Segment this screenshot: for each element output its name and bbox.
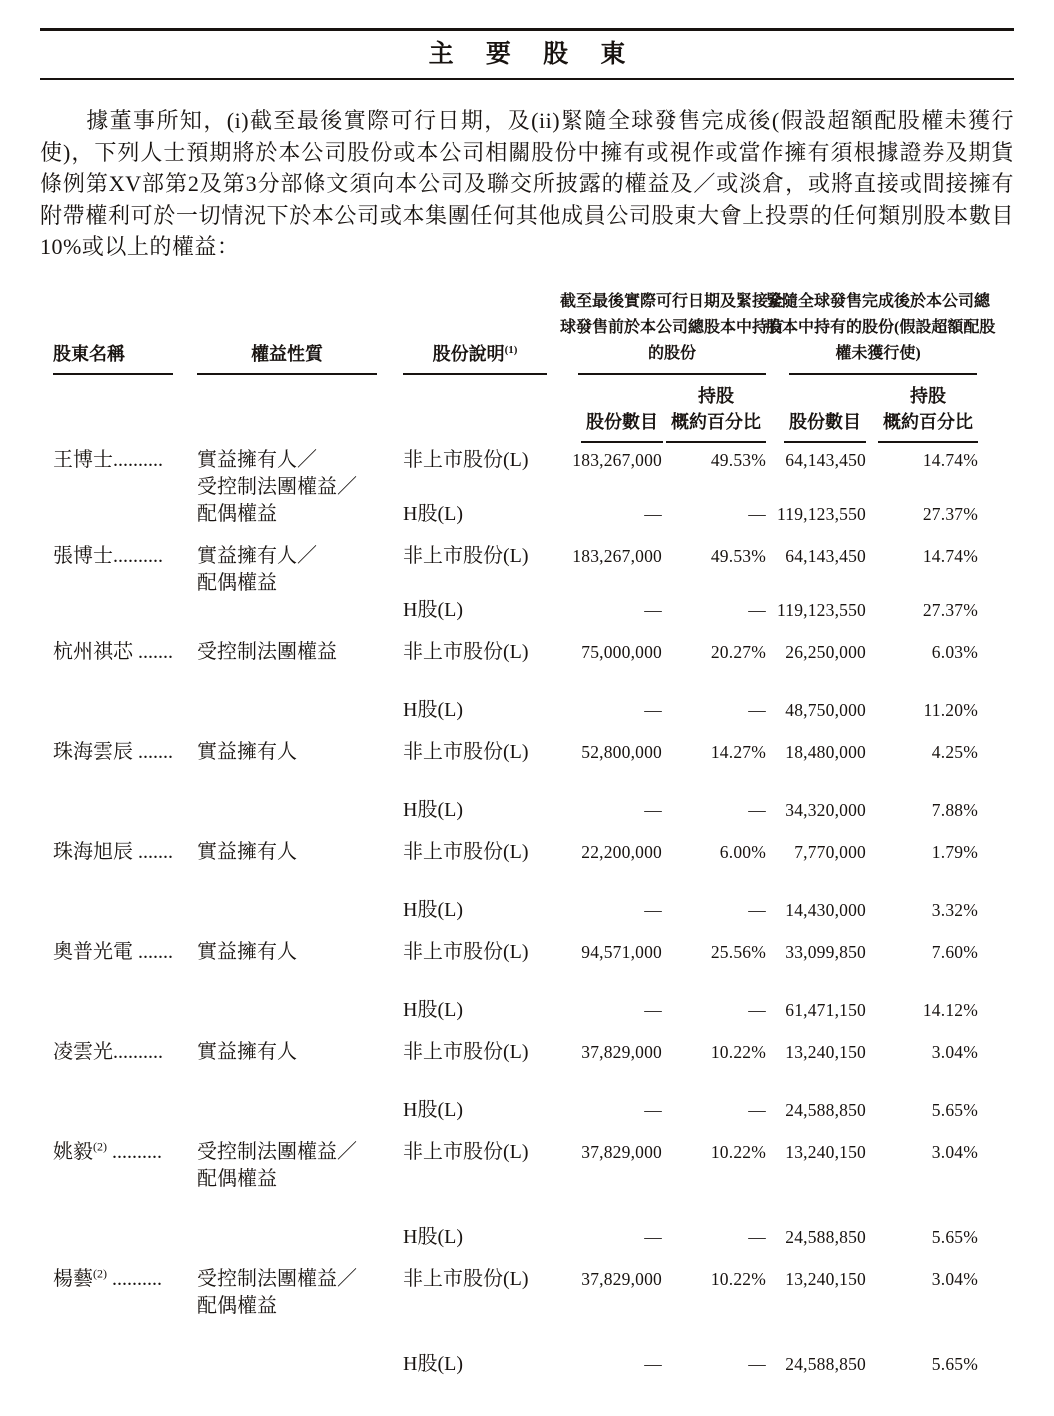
pre-offering-shares-cell: — xyxy=(644,1226,662,1247)
pre-offering-percent-cell: — xyxy=(748,599,766,620)
table-row xyxy=(53,866,978,924)
pre-offering-percent-cell: — xyxy=(748,1226,766,1247)
pre-offering-group-label: 截至最後實際可行日期及緊接全 球發售前於本公司總股本中持有 的股份 xyxy=(560,292,785,362)
header-row-groups xyxy=(53,289,978,375)
post-offering-shares-cell: 7,770,000 xyxy=(794,841,866,862)
post-offering-shares-cell: 13,240,150 xyxy=(785,1141,866,1162)
nature-of-interest-cell: 受控制法團權益 xyxy=(197,640,337,663)
footnote-ref-2: (2) xyxy=(93,1138,107,1153)
nature-of-interest-cell xyxy=(197,1066,390,1124)
share-class-cell: 非上市股份(L) xyxy=(403,1267,529,1290)
page-title: 主 要 股 東 xyxy=(428,41,639,68)
nature-of-interest-cell: 受控制法團權益／ 配偶權益 xyxy=(197,1267,357,1317)
shareholder-name-cell xyxy=(53,1320,197,1378)
pre-offering-percent-cell: 6.00% xyxy=(719,841,766,862)
post-offering-shares-cell: 13,240,150 xyxy=(785,1041,866,1062)
nature-of-interest-cell: 實益擁有人／ 受控制法團權益／ xyxy=(197,448,357,498)
nature-of-interest-cell xyxy=(197,666,390,724)
post-offering-shares-cell: 64,143,450 xyxy=(785,449,866,470)
nature-of-interest-cell: 受控制法團權益／ 配偶權益 xyxy=(197,1140,357,1190)
post-offering-group-label: 緊隨全球發售完成後於本公司總 股本中持有的股份(假設超額配股 權未獲行使) xyxy=(766,292,996,362)
pre-offering-percent-cell: — xyxy=(748,503,766,524)
table-row xyxy=(53,443,978,501)
table-row xyxy=(53,597,978,624)
table-row xyxy=(53,966,978,1024)
pre-offering-percent-cell: 20.27% xyxy=(710,641,766,662)
table-row xyxy=(53,924,978,966)
shareholders-table-body xyxy=(53,443,978,1378)
table-row xyxy=(53,1024,978,1066)
share-class-cell: H股(L) xyxy=(403,1225,463,1248)
share-class-cell: 非上市股份(L) xyxy=(403,544,529,567)
pre-offering-percent-cell: — xyxy=(748,699,766,720)
col-header-post-shares: 股份數目 xyxy=(766,375,866,443)
dot-leader: ....... xyxy=(133,840,173,863)
table-row xyxy=(53,724,978,766)
header-row-subcolumns xyxy=(53,375,978,443)
nature-of-interest-cell: 配偶權益 xyxy=(197,502,277,525)
pre-offering-percent-cell: 10.22% xyxy=(710,1141,766,1162)
post-offering-percent-cell: 7.60% xyxy=(931,941,978,962)
shareholder-name-cell xyxy=(53,501,197,528)
shareholder-name-cell xyxy=(53,866,197,924)
dot-leader: ....... xyxy=(133,740,173,763)
nature-of-interest-cell xyxy=(197,597,390,624)
share-class-cell: 非上市股份(L) xyxy=(403,448,529,471)
pre-offering-shares-cell: 37,829,000 xyxy=(581,1268,662,1289)
shareholder-name-cell xyxy=(53,666,197,724)
pre-offering-shares-cell: 94,571,000 xyxy=(581,941,662,962)
nature-of-interest-cell: 實益擁有人／ 配偶權益 xyxy=(197,544,317,594)
share-class-cell: 非上市股份(L) xyxy=(403,840,529,863)
pre-offering-shares-cell: — xyxy=(644,599,662,620)
share-class-cell: 非上市股份(L) xyxy=(403,1140,529,1163)
post-offering-shares-cell: 64,143,450 xyxy=(785,545,866,566)
share-class-cell: H股(L) xyxy=(403,798,463,821)
share-class-cell: H股(L) xyxy=(403,998,463,1021)
share-class-cell: H股(L) xyxy=(403,598,463,621)
post-offering-percent-cell: 7.88% xyxy=(931,799,978,820)
post-offering-percent-cell: 3.04% xyxy=(931,1268,978,1289)
post-offering-percent-cell: 11.20% xyxy=(923,699,978,720)
post-offering-percent-cell: 1.79% xyxy=(931,841,978,862)
pre-offering-shares-cell: 75,000,000 xyxy=(581,641,662,662)
dot-leader: ....... xyxy=(133,940,173,963)
title-top-rule xyxy=(40,28,1014,31)
shareholder-name-cell: 珠海旭辰 ....... xyxy=(53,840,173,863)
post-offering-shares-cell: 24,588,850 xyxy=(785,1353,866,1374)
dot-leader: .......... xyxy=(113,1040,163,1063)
dot-leader: ....... xyxy=(133,640,173,663)
pre-offering-percent-cell: — xyxy=(748,899,766,920)
shareholder-name-cell: 張博士.......... xyxy=(53,544,163,567)
post-offering-percent-cell: 3.04% xyxy=(931,1041,978,1062)
table-row xyxy=(53,1193,978,1251)
col-header-pre-percent: 持股 概約百分比 xyxy=(665,375,766,443)
post-offering-percent-cell: 4.25% xyxy=(931,741,978,762)
post-offering-percent-cell: 14.74% xyxy=(922,545,978,566)
post-offering-shares-cell: 24,588,850 xyxy=(785,1099,866,1120)
post-offering-percent-cell: 14.74% xyxy=(922,449,978,470)
substantial-shareholders-table xyxy=(53,289,996,1378)
share-class-cell: H股(L) xyxy=(403,1098,463,1121)
table-row xyxy=(53,766,978,824)
table-row xyxy=(53,1066,978,1124)
col-group-post-offering xyxy=(766,289,996,375)
post-offering-percent-cell: 14.12% xyxy=(922,999,978,1020)
pre-offering-percent-cell: 10.22% xyxy=(710,1268,766,1289)
post-offering-shares-cell: 13,240,150 xyxy=(785,1268,866,1289)
pre-offering-shares-cell: — xyxy=(644,799,662,820)
post-offering-shares-cell: 14,430,000 xyxy=(785,899,866,920)
pre-offering-percent-cell: 49.53% xyxy=(710,449,766,470)
table-row xyxy=(53,1251,978,1320)
col-header-nature: 權益性質 xyxy=(197,289,390,375)
table-row xyxy=(53,824,978,866)
shareholder-name-cell xyxy=(53,597,197,624)
share-class-cell: 非上市股份(L) xyxy=(403,640,529,663)
post-offering-percent-cell: 27.37% xyxy=(922,503,978,524)
nature-of-interest-cell: 實益擁有人 xyxy=(197,940,297,963)
table-header xyxy=(53,289,996,443)
col-group-pre-offering xyxy=(560,289,785,375)
post-offering-percent-cell: 5.65% xyxy=(931,1353,978,1374)
shareholder-name-cell xyxy=(53,1066,197,1124)
share-class-cell: 非上市股份(L) xyxy=(403,740,529,763)
shareholder-name-cell xyxy=(53,966,197,1024)
title-bottom-rule xyxy=(40,78,1014,80)
col-header-post-percent: 持股 概約百分比 xyxy=(866,375,978,443)
pre-offering-percent-cell: — xyxy=(748,1099,766,1120)
post-offering-shares-cell: 26,250,000 xyxy=(785,641,866,662)
col-header-pre-shares: 股份數目 xyxy=(565,375,665,443)
share-class-cell: 非上市股份(L) xyxy=(403,1040,529,1063)
dot-leader: .......... xyxy=(113,448,163,471)
post-offering-shares-cell: 48,750,000 xyxy=(785,699,866,720)
pre-offering-shares-cell: — xyxy=(644,1099,662,1120)
pre-offering-percent-cell: 10.22% xyxy=(710,1041,766,1062)
dot-leader: .......... xyxy=(113,544,163,567)
post-offering-percent-cell: 3.32% xyxy=(931,899,978,920)
post-offering-shares-cell: 34,320,000 xyxy=(785,799,866,820)
dot-leader: .......... xyxy=(107,1140,162,1163)
table-row xyxy=(53,666,978,724)
pre-offering-shares-cell: — xyxy=(644,699,662,720)
table-row xyxy=(53,624,978,666)
nature-of-interest-cell: 實益擁有人 xyxy=(197,1040,297,1063)
pre-offering-shares-cell: 37,829,000 xyxy=(581,1041,662,1062)
pre-offering-shares-cell: — xyxy=(644,1353,662,1374)
intro-paragraph: 據董事所知，(i)截至最後實際可行日期，及(ii)緊隨全球發售完成後(假設超額配股權未獲行使)，下列人士預期將於本公司股份或本公司相關股份中擁有或視作或當作擁有須根據證券及期貨條例第XV部第2及第3分部條文須向本公司及聯交所披露的權益及／或淡倉，或將直接或間接擁有附帶權利可於一切情況下於本公司或本集團任何其他成員公司股東大會上投票的任何類別股本數目10%或以上的權益： xyxy=(40,108,1014,259)
nature-of-interest-cell xyxy=(197,966,390,1024)
pre-offering-percent-cell: — xyxy=(748,799,766,820)
shareholder-name-cell: 珠海雲辰 ....... xyxy=(53,740,173,763)
pre-offering-shares-cell: — xyxy=(644,899,662,920)
post-offering-shares-cell: 24,588,850 xyxy=(785,1226,866,1247)
table-row xyxy=(53,501,978,528)
pre-offering-shares-cell: 183,267,000 xyxy=(572,545,662,566)
post-offering-percent-cell: 27.37% xyxy=(922,599,978,620)
table-row xyxy=(53,1320,978,1378)
nature-of-interest-cell: 實益擁有人 xyxy=(197,840,297,863)
pre-offering-percent-cell: 49.53% xyxy=(710,545,766,566)
post-offering-shares-cell: 119,123,550 xyxy=(776,599,866,620)
share-class-cell: H股(L) xyxy=(403,1352,463,1375)
shareholder-name-cell xyxy=(53,1193,197,1251)
pre-offering-shares-cell: — xyxy=(644,999,662,1020)
table-row xyxy=(53,1124,978,1193)
pre-offering-shares-cell: 183,267,000 xyxy=(572,449,662,470)
shareholder-name-cell: 王博士.......... xyxy=(53,448,163,471)
dot-leader: .......... xyxy=(107,1267,162,1290)
post-offering-shares-cell: 33,099,850 xyxy=(785,941,866,962)
table-row xyxy=(53,528,978,597)
shareholder-name-cell: 杭州祺芯 ....... xyxy=(53,640,173,663)
pre-offering-percent-cell: 25.56% xyxy=(710,941,766,962)
shareholder-name-cell: 凌雲光.......... xyxy=(53,1040,163,1063)
pre-offering-percent-cell: — xyxy=(748,999,766,1020)
nature-of-interest-cell: 實益擁有人 xyxy=(197,740,297,763)
nature-of-interest-cell xyxy=(197,1193,390,1251)
share-class-cell: H股(L) xyxy=(403,898,463,921)
nature-of-interest-cell xyxy=(197,866,390,924)
footnote-ref-1: (1) xyxy=(504,343,518,356)
shareholder-name-cell: 姚毅$^{(2)}$ .......... xyxy=(53,1138,162,1163)
pre-offering-shares-cell: 52,800,000 xyxy=(581,741,662,762)
footnote-ref-2: (2) xyxy=(93,1265,107,1280)
shareholder-name-cell xyxy=(53,766,197,824)
shareholder-name-cell: 奧普光電 ....... xyxy=(53,940,173,963)
col-header-shareholder-name: 股東名稱 xyxy=(53,289,197,375)
post-offering-percent-cell: 5.65% xyxy=(931,1226,978,1247)
nature-of-interest-cell xyxy=(197,766,390,824)
post-offering-shares-cell: 119,123,550 xyxy=(776,503,866,524)
pre-offering-percent-cell: 14.27% xyxy=(710,741,766,762)
pre-offering-shares-cell: — xyxy=(644,503,662,524)
post-offering-percent-cell: 6.03% xyxy=(931,641,978,662)
share-class-cell: H股(L) xyxy=(403,698,463,721)
pre-offering-shares-cell: 37,829,000 xyxy=(581,1141,662,1162)
share-class-cell: 非上市股份(L) xyxy=(403,940,529,963)
nature-of-interest-cell xyxy=(197,1320,390,1378)
share-class-cell: H股(L) xyxy=(403,502,463,525)
post-offering-percent-cell: 3.04% xyxy=(931,1141,978,1162)
pre-offering-percent-cell: — xyxy=(748,1353,766,1374)
post-offering-shares-cell: 18,480,000 xyxy=(785,741,866,762)
post-offering-percent-cell: 5.65% xyxy=(931,1099,978,1120)
pre-offering-shares-cell: 22,200,000 xyxy=(581,841,662,862)
shareholder-name-cell: 楊藝$^{(2)}$ .......... xyxy=(53,1265,162,1290)
post-offering-shares-cell: 61,471,150 xyxy=(785,999,866,1020)
col-header-share-description: 股份說明$^{(1)}$ xyxy=(390,289,565,375)
